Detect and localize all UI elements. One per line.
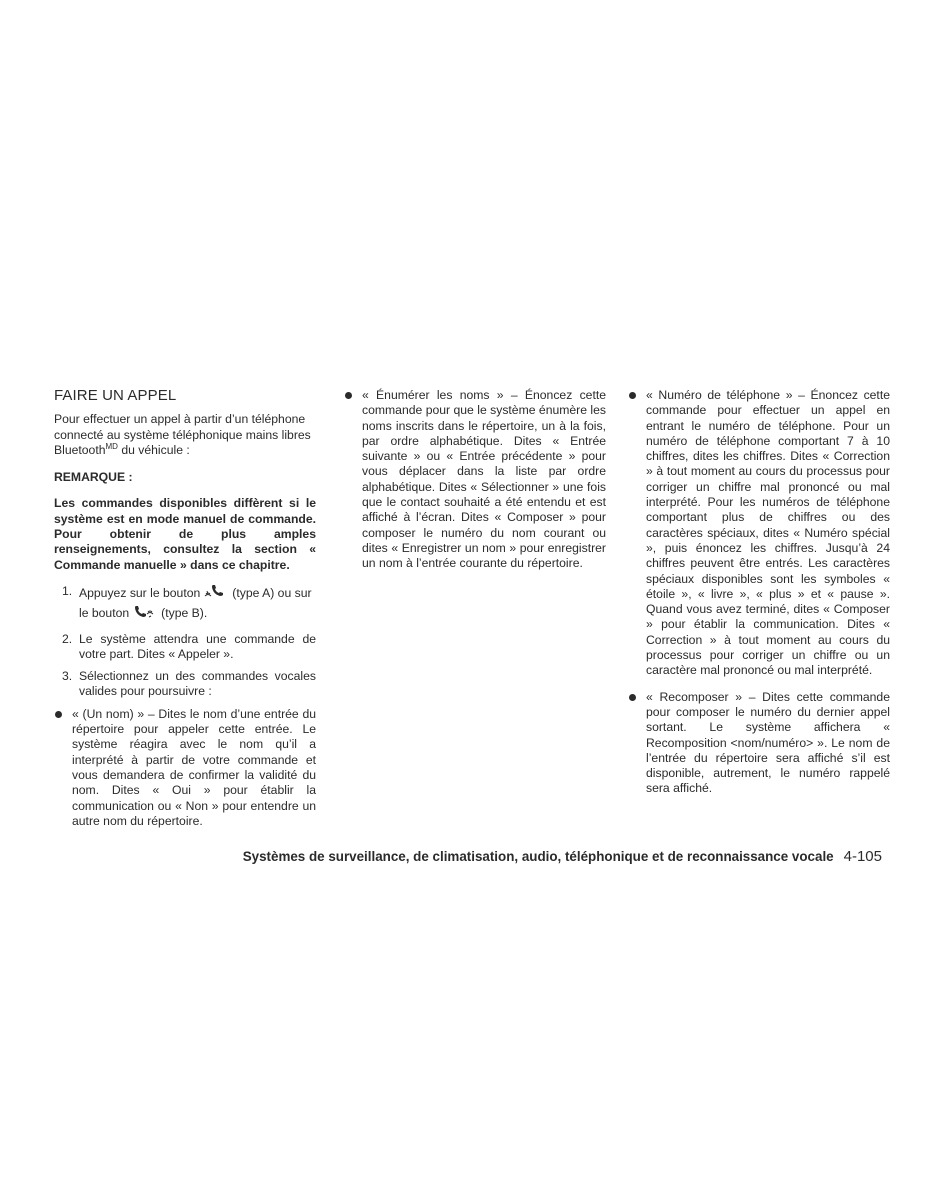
- bullet-icon: [628, 690, 646, 797]
- bullet-item: [54, 707, 316, 829]
- column-3: [628, 388, 890, 806]
- step-text-part: (type A) ou sur le bouton: [79, 585, 312, 621]
- column-2: [344, 388, 606, 581]
- intro-paragraph: [54, 412, 316, 458]
- phone-talk-icon: [132, 604, 158, 624]
- trademark-superscript: MD: [105, 441, 118, 451]
- step-text: [79, 584, 316, 625]
- step-number: 2.: [62, 631, 73, 646]
- step-text-part: (type B).: [161, 606, 208, 621]
- page-number: 4-105: [843, 848, 882, 865]
- step-text: Le système attendra une commande de votre part. Dites « Appeler ».: [79, 631, 316, 661]
- bullet-item: [628, 388, 890, 679]
- bullet-text: « Recomposer » – Dites cette commande pour composer le numéro du dernier appel sortant. Le système affichera « Recomposition <nom/numéro> ». Le nom de l’entrée du répertoire sera affiché s’il est disponible, autrement, le numéro rappelé sera affiché.: [646, 689, 890, 796]
- bullet-text: « Énumérer les noms » – Énoncez cette commande pour que le système énumère les noms inscrits dans le répertoire, un à la fois, par ordre alphabétique. Dites « Entrée suivante » ou « Entrée précédente » pour vous déplacer dans la liste par ordre alphabétique. Dites « Sélectionner » une fois que le contact souhaité a été entendu et est affiché à l’écran. Dites « Composer » pour composer le numéro du nom courant ou dites « Enregistrer un nom » pour enregistrer un nom à l’entrée courante du répertoire.: [362, 388, 606, 571]
- step-item: [54, 669, 316, 700]
- bullet-item: [628, 690, 890, 797]
- note-title: REMARQUE :: [54, 470, 133, 485]
- intro-text-end: du véhicule :: [117, 442, 190, 457]
- intro-text: Pour effectuer un appel à partir d’un téléphone connecté au système téléphonique mains libres Bluetooth: [54, 412, 311, 457]
- bullet-text: « Numéro de téléphone » – Énoncez cette commande pour effectuer un appel en entrant le numéro de téléphone. Pour un numéro de téléphone comportant 7 à 10 chiffres, dites les chiffres. Dites « Correction » à tout moment au cours du processus pour corriger un chiffre mal prononcé ou mal interprété. Pour les numéros de téléphone comportant plus de chiffres ou des caractères spéciaux, dites « Numéro spécial », puis énoncez les chiffres. Jusqu’à 24 chiffres peuvent être entrés. Les caractères spéciaux disponibles sont les symboles « étoile », « livre », « plus » et « pause ». Quand vous avez terminé, dites « Composer » pour établir la communication. Dites « Correction » à tout moment au cours du processus pour corriger un chiffre ou un caractère mal prononcé ou mal interprété.: [646, 388, 890, 678]
- page-footer: [0, 848, 882, 865]
- step-number: 1.: [62, 583, 73, 598]
- section-heading: FAIRE UN APPEL: [54, 387, 177, 404]
- bullet-text: « (Un nom) » – Dites le nom d’une entrée du répertoire pour appeler cette entrée. Le système réagira avec le nom qu’il a interprété à partir de votre commande et vous demandera de confirmer la validité du nom. Dites « Oui » pour établir la communication ou « Non » pour entendre un autre nom du répertoire.: [72, 706, 316, 828]
- phone-voice-icon: [203, 584, 229, 604]
- step-number: 3.: [62, 669, 73, 684]
- step-item: [54, 632, 316, 663]
- bullet-item: [344, 388, 606, 572]
- step-item: [54, 584, 316, 625]
- step-text-part: Appuyez sur le bouton: [79, 585, 201, 600]
- step-text: Sélectionnez un des commandes vocales valides pour poursuivre :: [79, 669, 316, 699]
- footer-chapter-title: Systèmes de surveillance, de climatisation, audio, téléphonique et de reconnaissance vocale: [242, 849, 834, 864]
- note-body: Les commandes disponibles diffèrent si le système est en mode manuel de commande. Pour obtenir de plus amples renseignements, consultez la section « Commande manuelle » dans ce chapitre.: [54, 496, 316, 572]
- column-1: [54, 388, 316, 838]
- bullet-icon: [344, 388, 362, 572]
- bullet-icon: [628, 388, 646, 679]
- bullet-icon: [54, 707, 72, 829]
